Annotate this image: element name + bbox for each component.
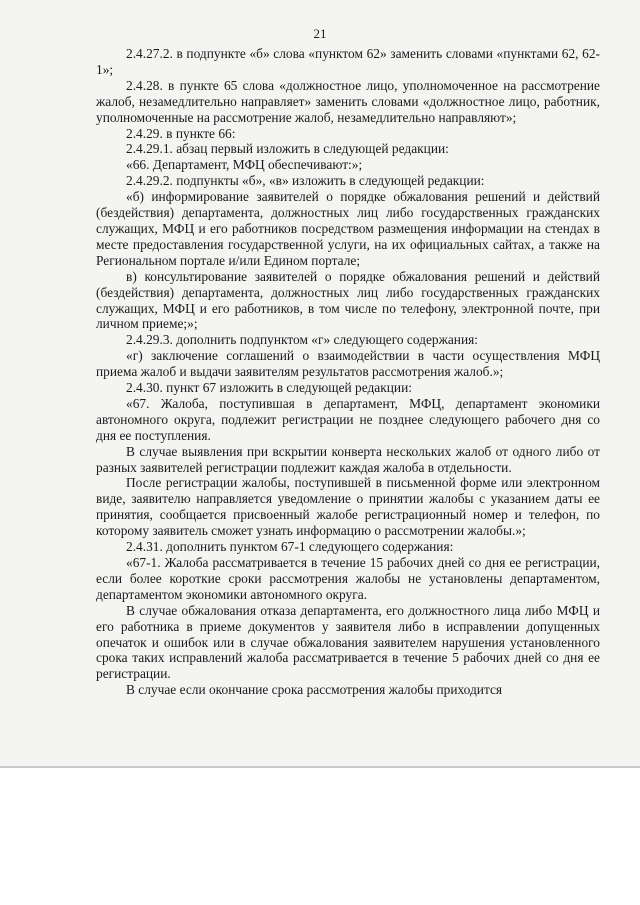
paragraph: 2.4.30. пункт 67 изложить в следующей редакции: xyxy=(126,380,412,396)
paragraph: «б) информирование заявителей о порядке обжалования решений и действий (бездействия) департамента, должностных лиц либо государственных гражданских служащих, МФЦ и его работников посредством размещения информации на стендах в месте предоставления государственной услуги, на их официальных сайтах, а также на Региональном портале и/или Едином портале; xyxy=(96,189,600,268)
paragraph: в) консультирование заявителей о порядке обжалования решений и действий (бездействия) департамента, должностных лиц либо государственных гражданских служащих, МФЦ и его работников, в том числе по телефону, электронной почте, при личном приеме;»; xyxy=(96,268,600,332)
document-body xyxy=(96,46,600,698)
paragraph: «г) заключение соглашений о взаимодействии в части осуществления МФЦ приема жалоб и выдачи заявителям результатов рассмотрения жалоб.»; xyxy=(96,348,600,380)
paragraph: В случае если окончание срока рассмотрения жалобы приходится xyxy=(126,682,503,698)
paragraph: 2.4.29.3. дополнить подпунктом «г» следующего содержания: xyxy=(126,332,479,348)
paragraph: «67. Жалоба, поступившая в департамент, МФЦ, департамент экономики автономного округа, подлежит регистрации не позднее следующего рабочего дня со дня ее поступления. xyxy=(96,395,600,443)
paragraph: 2.4.29.2. подпункты «б», «в» изложить в следующей редакции: xyxy=(126,173,485,189)
paragraph: 2.4.28. в пункте 65 слова «должностное лицо, уполномоченное на рассмотрение жалоб, незамедлительно направляет» заменить словами «должностное лицо, работник, уполномоченные на рассмотрение жалоб, незамедлительно направляют»; xyxy=(96,77,600,125)
page-number: 21 xyxy=(313,26,327,41)
paragraph: После регистрации жалобы, поступившей в письменной форме или электронном виде, заявителю направляется уведомление о принятии жалобы с указанием даты ее принятия, сообщается присвоенный жалобе регистрационный номер и телефон, по которому заявитель сможет узнать информацию о рассмотрении жалобы.»; xyxy=(96,475,600,539)
paragraph: В случае выявления при вскрытии конверта нескольких жалоб от одного либо от разных заявителей регистрации подлежит каждая жалоба в отдельности. xyxy=(96,443,600,475)
paragraph: 2.4.29.1. абзац первый изложить в следующей редакции: xyxy=(126,141,449,157)
paragraph: 2.4.29. в пункте 66: xyxy=(126,125,236,141)
paragraph: В случае обжалования отказа департамента, его должностного лица либо МФЦ и его работника в приеме документов у заявителя либо в исправлении допущенных опечаток и ошибок или в случае обжалования заявителем нарушения установленного срока таких исправлений жалоба рассматривается в течение 5 рабочих дней со дня ее регистрации. xyxy=(96,602,600,682)
paragraph: 2.4.31. дополнить пунктом 67-1 следующего содержания: xyxy=(126,539,454,555)
paragraph: «67-1. Жалоба рассматривается в течение 15 рабочих дней со дня ее регистрации, если более короткие сроки рассмотрения жалобы не установлены департаментом, департаментом экономики автономного округа. xyxy=(96,555,600,602)
paragraph: 2.4.27.2. в подпункте «б» слова «пунктом 62» заменить словами «пунктами 62, 62-1»; xyxy=(96,46,600,77)
paragraph: «66. Департамент, МФЦ обеспечивают:»; xyxy=(126,157,363,173)
